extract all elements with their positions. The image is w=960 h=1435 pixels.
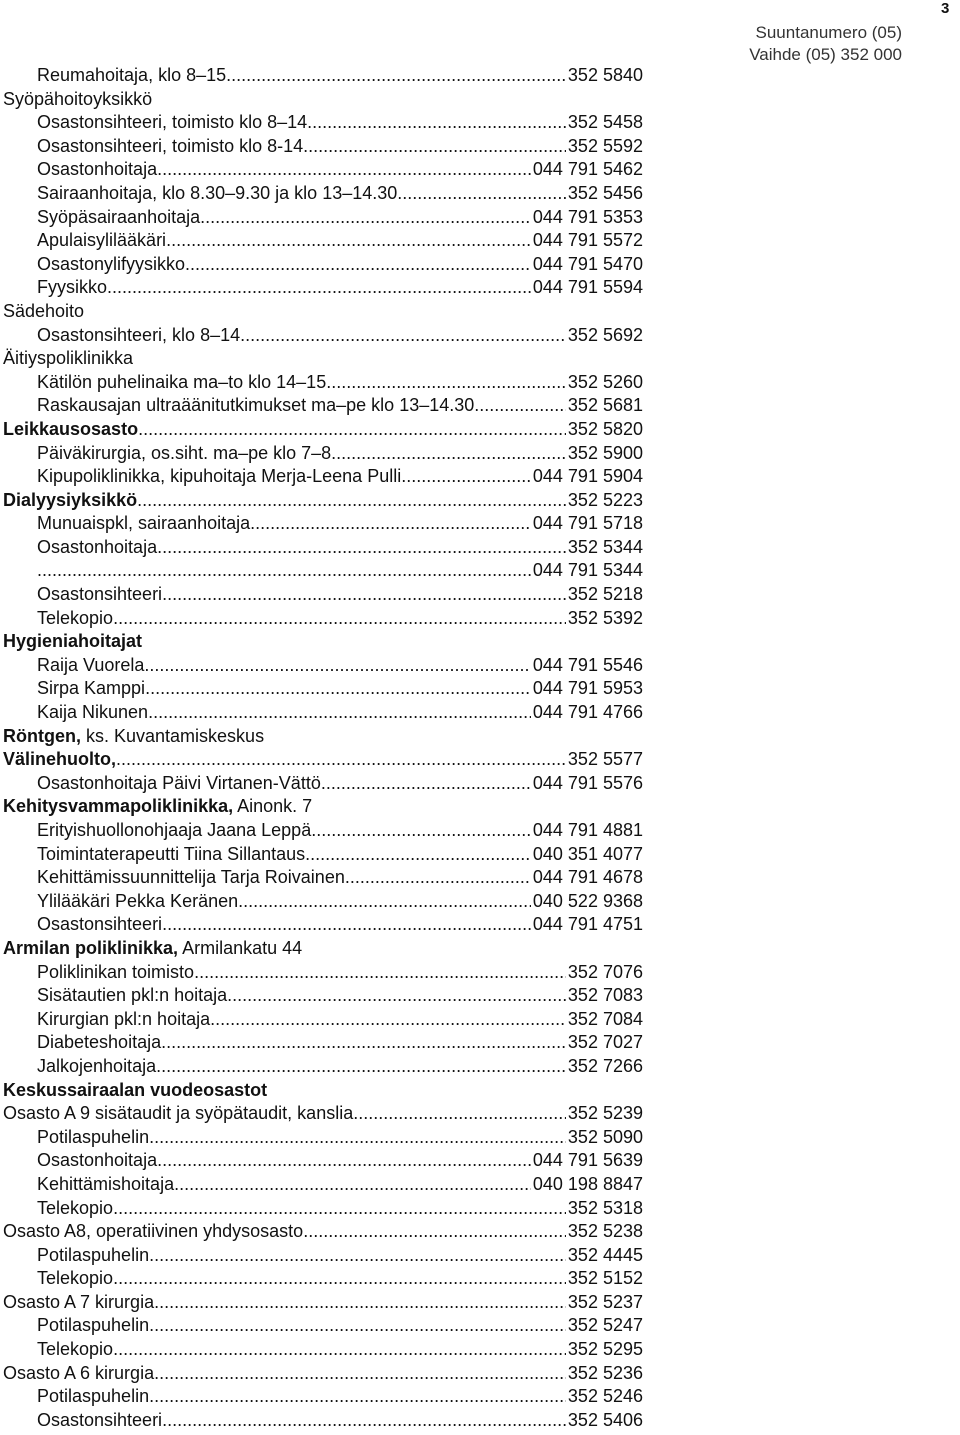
entry-label: Osastonhoitaja Päivi Virtanen-Vättö: [37, 772, 321, 793]
entry-label: Kehittämissuunnittelija Tarja Roivainen: [37, 867, 345, 888]
phone-number: 044 791 5353: [532, 206, 643, 227]
phone-number: 352 5090: [567, 1126, 643, 1147]
dot-leader: [116, 748, 566, 772]
dot-leader: [113, 607, 566, 631]
phone-number: 352 7266: [567, 1055, 643, 1076]
phone-number: 352 5237: [567, 1291, 643, 1312]
directory-entry: [3, 701, 643, 725]
directory-entry: [3, 1173, 643, 1197]
entry-label: Diabeteshoitaja: [37, 1032, 162, 1053]
entry-label: Osastonylifyysikko: [37, 253, 186, 274]
entry-label: Syöpähoitoyksikkö: [3, 88, 153, 109]
phone-number: 352 7084: [567, 1008, 643, 1029]
dot-leader: [401, 465, 531, 489]
entry-label: Jalkojenhoitaja: [37, 1055, 157, 1076]
phone-number: 352 5239: [567, 1103, 643, 1124]
directory-section: [3, 418, 643, 442]
entry-label: Telekopio: [37, 1197, 114, 1218]
entry-label: Osastonsihteeri: [37, 584, 163, 605]
dot-leader: [474, 394, 566, 418]
directory-entry: [3, 583, 643, 607]
phone-number: 352 5246: [567, 1386, 643, 1407]
phone-number: 352 5456: [567, 182, 643, 203]
directory-entry: [3, 1126, 643, 1150]
dot-leader: [149, 1244, 566, 1268]
dot-leader: [148, 701, 531, 725]
phone-number: 044 791 5718: [532, 513, 643, 534]
entry-label: Osasto A8, operatiivinen yhdysosasto: [3, 1221, 304, 1242]
entry-label: Osastonhoitaja: [37, 159, 158, 180]
dot-leader: [185, 253, 531, 277]
entry-label: Potilaspuhelin: [37, 1315, 150, 1336]
entry-label: Munuaispkl, sairaanhoitaja: [37, 513, 251, 534]
directory-entry: [3, 253, 643, 277]
entry-label: Sädehoito: [3, 300, 85, 321]
directory-entry: [3, 111, 643, 135]
entry-label: Osasto A 6 kirurgia: [3, 1362, 155, 1383]
entry-label: [3, 631, 142, 651]
directory-entry: [3, 913, 643, 937]
directory-entry: [3, 1244, 643, 1268]
entry-label-bold: Armilan poliklinikka,: [3, 937, 179, 958]
directory-section: [3, 300, 643, 324]
directory-entry: [3, 984, 643, 1008]
entry-label: Päiväkirurgia, os.siht. ma–pe klo 7–8: [37, 442, 332, 463]
directory-section: [3, 748, 643, 772]
directory-entry: [3, 677, 643, 701]
directory-section: [3, 937, 643, 961]
directory-section: [3, 347, 643, 371]
directory-entry: [3, 324, 643, 348]
dot-leader: [138, 418, 566, 442]
entry-label: Kätilön puhelinaika ma–to klo 14–15: [37, 371, 327, 392]
directory-entry: [3, 961, 643, 985]
phone-number: 044 791 5462: [532, 159, 643, 180]
phone-number: 352 5392: [567, 607, 643, 628]
entry-label: Reumahoitaja, klo 8–15: [37, 65, 227, 85]
directory-entry: [3, 371, 643, 395]
entry-label: Osastonsihteeri, klo 8–14: [37, 324, 241, 345]
entry-label: Syöpäsairaanhoitaja: [37, 206, 201, 227]
entry-label: Potilaspuhelin: [37, 1386, 150, 1407]
dot-leader: [161, 1031, 566, 1055]
phone-number: 352 4445: [567, 1244, 643, 1265]
dot-leader: [174, 1173, 531, 1197]
entry-label-bold: Leikkausosasto: [3, 418, 139, 439]
phone-number: 044 791 5546: [532, 654, 643, 675]
directory-entry: [3, 890, 643, 914]
entry-label: Osastonsihteeri: [37, 914, 163, 935]
directory-section: [3, 1220, 643, 1244]
directory-entry: [3, 654, 643, 678]
entry-label-rest: Ainonk. 7: [233, 796, 313, 817]
directory-entry: [3, 536, 643, 560]
phone-number: 352 5260: [567, 371, 643, 392]
entry-label: Potilaspuhelin: [37, 1244, 150, 1265]
directory-entry: [3, 1149, 643, 1173]
entry-label: Fyysikko: [37, 277, 108, 298]
phone-number: 352 5900: [567, 442, 643, 463]
dot-leader: [162, 583, 566, 607]
entry-label-bold: Välinehuolto,: [3, 749, 117, 770]
phone-number: 352 5152: [567, 1268, 643, 1289]
phone-number: 352 5223: [567, 489, 643, 510]
phone-number: 044 791 5576: [532, 772, 643, 793]
entry-label: Potilaspuhelin: [37, 1126, 150, 1147]
directory-section: [3, 1102, 643, 1126]
directory-entry: [3, 229, 643, 253]
entry-label: Osasto A 9 sisätaudit ja syöpätaudit, kanslia: [3, 1103, 354, 1124]
phone-number: 352 5577: [567, 749, 643, 770]
directory-entry: [3, 819, 643, 843]
directory-entry: [3, 607, 643, 631]
directory-entry: [3, 512, 643, 536]
directory-entry: [3, 135, 643, 159]
phone-number: 352 5238: [567, 1221, 643, 1242]
phone-number: 352 5820: [567, 418, 643, 439]
entry-label: [3, 748, 116, 772]
directory-entry: [3, 158, 643, 182]
entry-label: Kehittämishoitaja: [37, 1173, 175, 1194]
phone-number: 352 5458: [567, 112, 643, 133]
dot-leader: [238, 890, 531, 914]
phone-number: 044 791 4881: [532, 820, 643, 840]
entry-label: Osastonsihteeri, toimisto klo 8–14: [37, 112, 308, 133]
phone-number: 040 198 8847: [532, 1173, 643, 1194]
entry-label: Kaija Nikunen: [37, 702, 149, 723]
phone-number: 044 791 5470: [532, 253, 643, 274]
dot-leader: [345, 866, 531, 890]
dot-leader: [303, 135, 566, 159]
phone-number: 352 5681: [567, 395, 643, 416]
phone-number: 352 7027: [567, 1032, 643, 1053]
entry-label-bold: Röntgen,: [3, 725, 81, 746]
dot-leader: [144, 654, 530, 678]
phone-number: 352 5236: [567, 1362, 643, 1383]
directory-entry: [3, 276, 643, 300]
phone-number: 352 5247: [567, 1315, 643, 1336]
directory-entry: [3, 1008, 643, 1032]
directory-header: [700, 22, 902, 66]
dot-leader: [305, 843, 531, 867]
directory-entry: [3, 772, 643, 796]
dot-leader: [240, 324, 566, 348]
entry-label: [3, 418, 138, 442]
directory-section: [3, 88, 643, 112]
entry-label: Telekopio: [37, 1339, 114, 1360]
directory-entry: [3, 1267, 643, 1291]
entry-label-bold: Kehitysvammapoliklinikka,: [3, 796, 234, 817]
entry-label-rest: Armilankatu 44: [178, 937, 303, 958]
dot-leader: [137, 489, 566, 513]
entry-label: Osasto A 7 kirurgia: [3, 1291, 155, 1312]
phone-number: 044 791 4766: [532, 702, 643, 723]
entry-label: Osastonhoitaja: [37, 536, 158, 557]
entry-label: Osastonsihteeri: [37, 1409, 163, 1430]
phone-number: 352 5295: [567, 1339, 643, 1360]
directory-entry: [3, 1197, 643, 1221]
dot-leader: [154, 1291, 566, 1315]
dot-leader: [157, 536, 566, 560]
dot-leader: [157, 158, 531, 182]
dot-leader: [303, 1220, 566, 1244]
page-number: 3: [941, 0, 950, 17]
directory-entry: [3, 182, 643, 206]
dot-leader: [353, 1102, 566, 1126]
phone-number: 352 5592: [567, 135, 643, 156]
phone-number: 040 351 4077: [532, 843, 643, 864]
entry-label: Erityishuollonohjaaja Jaana Leppä: [37, 820, 312, 840]
dot-leader: [326, 371, 566, 395]
directory-entry: [3, 843, 643, 867]
phone-number: 352 5406: [567, 1409, 643, 1430]
entry-label-bold: Hygieniahoitajat: [3, 631, 143, 652]
dot-leader: [149, 1126, 566, 1150]
phone-number: 044 791 4751: [532, 914, 643, 935]
directory-entry: [3, 206, 643, 230]
entry-label: Sirpa Kamppi: [37, 678, 146, 699]
phone-number: 352 7076: [567, 961, 643, 982]
dot-leader: [107, 276, 531, 300]
dot-leader: [154, 1362, 566, 1386]
entry-label: Poliklinikan toimisto: [37, 961, 195, 982]
entry-label: Kirurgian pkl:n hoitaja: [37, 1008, 211, 1029]
entry-label: [3, 938, 302, 958]
dot-leader: [321, 772, 531, 796]
directory-entry: [3, 64, 643, 88]
directory-entry: [3, 1409, 643, 1433]
directory-section: [3, 1291, 643, 1315]
dot-leader: [37, 559, 531, 583]
entry-label: [3, 1080, 267, 1100]
dot-leader: [157, 1149, 531, 1173]
directory-entry: [3, 1385, 643, 1409]
entry-label-rest: ks. Kuvantamiskeskus: [81, 725, 265, 746]
entry-label: Kipupoliklinikka, kipuhoitaja Merja-Leena Pulli: [37, 466, 402, 487]
entry-label: Raija Vuorela: [37, 654, 145, 675]
directory-entry: [3, 1314, 643, 1338]
dot-leader: [307, 111, 566, 135]
phone-number: 352 5218: [567, 584, 643, 605]
dot-leader: [166, 229, 531, 253]
dot-leader: [200, 206, 531, 230]
entry-label: Äitiyspoliklinikka: [3, 348, 134, 369]
dot-leader: [113, 1338, 566, 1362]
directory-section: [3, 1362, 643, 1386]
phone-number: 044 791 4678: [532, 867, 643, 888]
entry-label: Ylilääkäri Pekka Keränen: [37, 890, 239, 911]
phone-number: 352 7083: [567, 985, 643, 1006]
directory-entry: [3, 1055, 643, 1079]
directory-section: [3, 630, 643, 654]
dot-leader: [113, 1267, 566, 1291]
dot-leader: [156, 1055, 566, 1079]
switchboard-line: Vaihde (05) 352 000: [749, 45, 902, 64]
entry-label: Telekopio: [37, 1268, 114, 1289]
entry-label: Apulaisylilääkäri: [37, 230, 167, 251]
directory-section: [3, 1079, 643, 1103]
entry-label: Osastonsihteeri, toimisto klo 8-14: [37, 135, 304, 156]
directory-entry: [3, 866, 643, 890]
entry-label: [3, 726, 264, 746]
dot-leader: [162, 913, 531, 937]
dot-leader: [194, 961, 566, 985]
dot-leader: [227, 984, 566, 1008]
dot-leader: [397, 182, 566, 206]
phone-number: 352 5692: [567, 324, 643, 345]
entry-label: Sairaanhoitaja, klo 8.30–9.30 ja klo 13–14.30: [37, 182, 398, 203]
directory-entry: [3, 394, 643, 418]
directory-entry: [3, 465, 643, 489]
dot-leader: [210, 1008, 566, 1032]
entry-label: Raskausajan ultraäänitutkimukset ma–pe klo 13–14.30: [37, 395, 475, 416]
directory-entry: [3, 1338, 643, 1362]
entry-label: Toimintaterapeutti Tiina Sillantaus: [37, 843, 306, 864]
phone-number: 044 791 5594: [532, 277, 643, 298]
directory-section: [3, 489, 643, 513]
entry-label: [3, 796, 312, 816]
dot-leader: [331, 442, 566, 466]
entry-label: Osastonhoitaja: [37, 1150, 158, 1171]
phone-number: 352 5840: [567, 65, 643, 85]
phone-number: 044 791 5953: [532, 678, 643, 699]
dot-leader: [113, 1197, 566, 1221]
entry-label-bold: Dialyysiyksikkö: [3, 489, 138, 510]
phone-directory-list: [3, 64, 643, 1432]
entry-label: Sisätautien pkl:n hoitaja: [37, 985, 228, 1006]
dot-leader: [149, 1314, 566, 1338]
dot-leader: [149, 1385, 566, 1409]
entry-label: [3, 489, 137, 513]
dot-leader: [162, 1409, 566, 1433]
dot-leader: [250, 512, 531, 536]
directory-entry: [3, 1031, 643, 1055]
dot-leader: [226, 64, 566, 88]
entry-label-bold: Keskussairaalan vuodeosastot: [3, 1079, 268, 1100]
directory-section: [3, 795, 643, 819]
directory-entry: [3, 559, 643, 583]
phone-number: 044 791 5904: [532, 466, 643, 487]
phone-number: 352 5344: [567, 536, 643, 557]
phone-number: 044 791 5572: [532, 230, 643, 251]
area-code-line: Suuntanumero (05): [755, 23, 902, 42]
dot-leader: [311, 819, 531, 843]
phone-number: 352 5318: [567, 1197, 643, 1218]
dot-leader: [145, 677, 531, 701]
directory-section: [3, 725, 643, 749]
phone-number: 044 791 5639: [532, 1150, 643, 1171]
phone-number: 040 522 9368: [532, 890, 643, 911]
directory-entry: [3, 442, 643, 466]
entry-label: Telekopio: [37, 607, 114, 628]
phone-number: 044 791 5344: [532, 560, 643, 581]
